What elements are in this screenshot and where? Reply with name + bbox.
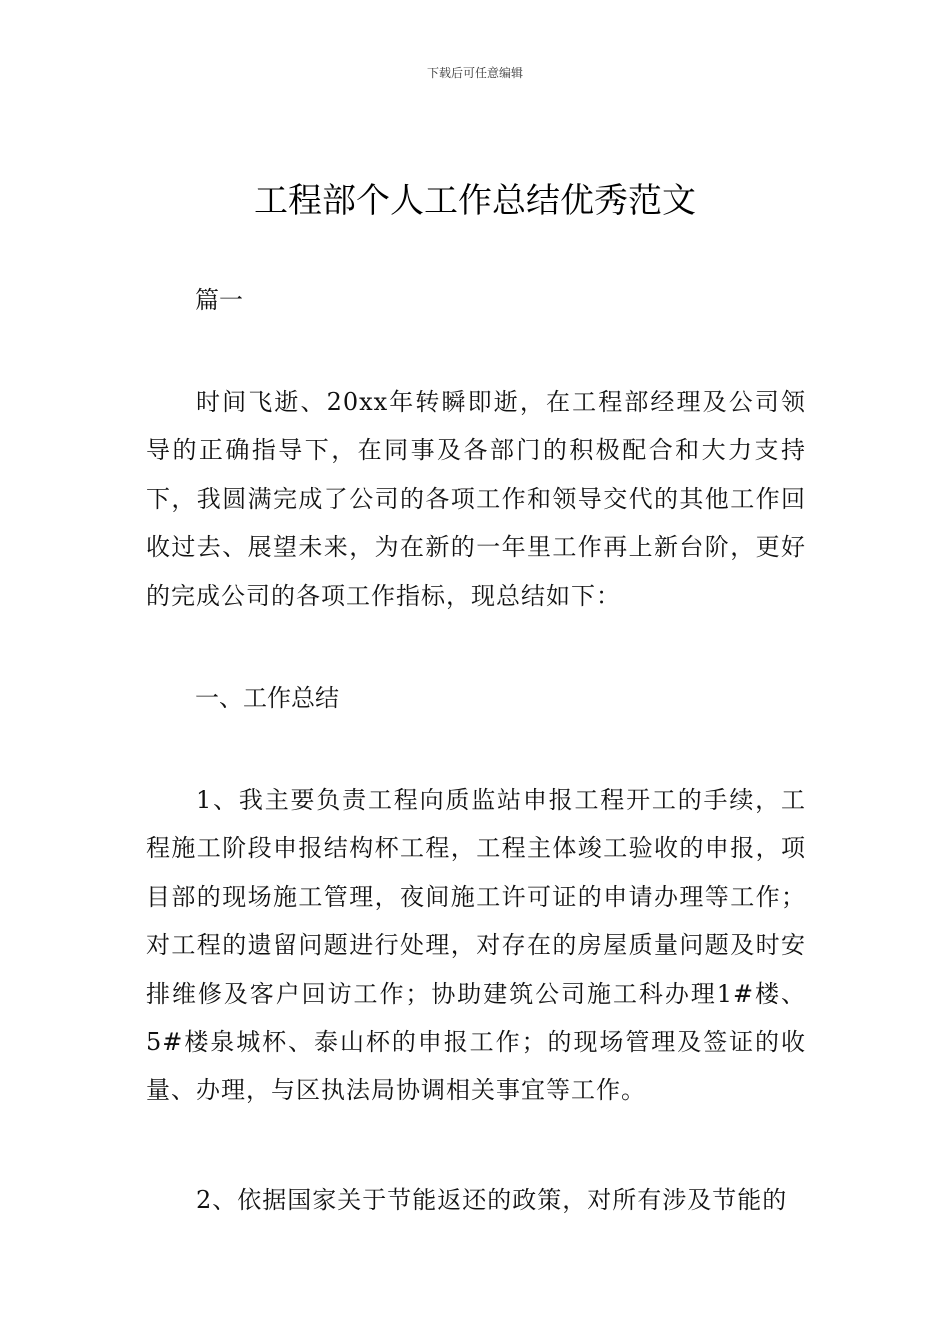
section-heading: 一、工作总结 [195, 684, 339, 712]
document-title: 工程部个人工作总结优秀范文 [254, 181, 696, 221]
part-label: 篇一 [195, 286, 243, 314]
work-item-2: 2、依据国家关于节能返还的政策，对所有涉及节能的 [196, 1186, 788, 1214]
work-item-1: 1、我主要负责工程向质监站申报工程开工的手续，工程施工阶段申报结构杯工程，工程主体竣工验收的申报，项目部的现场施工管理，夜间施工许可证的申请办理等工作；对工程的遗留问题进行处理，对存在的房屋质量问题及时安排维修及客户回访工作；协助建筑公司施工科办理1#楼、5#楼泉城杯、泰山杯的申报工作；的现场管理及签证的收量、办理，与区执法局协调相关事宜等工作。 [146, 786, 806, 1105]
page-header-note: 下载后可任意编辑 [426, 66, 523, 80]
intro-paragraph: 时间飞逝、20xx年转瞬即逝，在工程部经理及公司领导的正确指导下，在同事及各部门的积极配合和大力支持下，我圆满完成了公司的各项工作和领导交代的其他工作回收过去、展望未来，为在新的一年里工作再上新台阶，更好的完成公司的各项工作指标，现总结如下： [146, 388, 806, 610]
